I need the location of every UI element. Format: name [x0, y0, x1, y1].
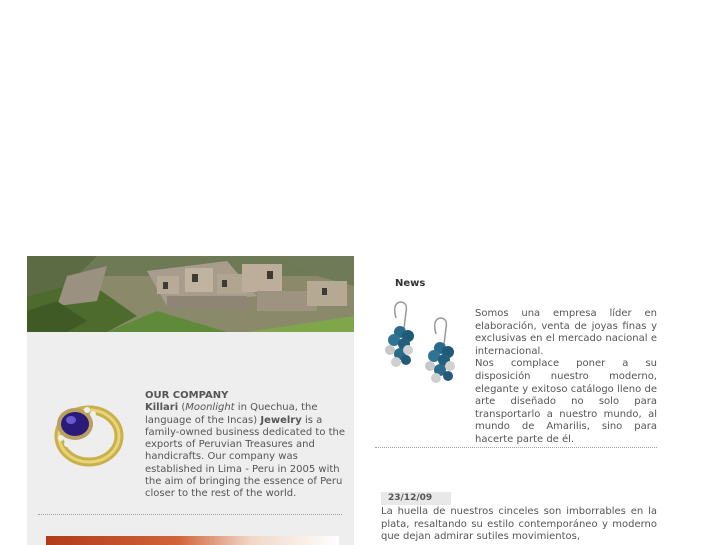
news-paragraph-2: Nos complace poner a su disposición nuestro moderno, elegante y exitoso catálogo lleno de arte diseñado no solo para transportarlo a nuestro mundo, al mundo de Amarilis, sino para hacerte parte de él. — [475, 358, 657, 445]
article-text: La huella de nuestros cinceles son imborrables en la plata, resaltando su estilo contemporáneo y moderno que dejan admirar sutiles movimientos, — [381, 506, 657, 543]
ring-image — [41, 394, 125, 472]
company-meaning: Moonlight — [185, 402, 235, 414]
company-brand: Killari — [145, 402, 179, 414]
company-heading: OUR COMPANY — [145, 390, 229, 401]
company-sentence-b: is a family-owned business dedicated to the exports of Peruvian Treasures and handicrafts. Our company was established in Lima - Peru in 2005 with the aim of bringing the essence of Peru closer to the rest of the world. — [145, 414, 346, 500]
company-description — [145, 390, 353, 501]
news-paragraph-1: Somos una empresa líder en elaboración, venta de joyas finas y exclusivas en el mercado nacional e internacional. — [475, 308, 657, 357]
company-jewelry: Jewelry — [260, 414, 302, 426]
news-title: News — [395, 278, 426, 289]
news-body — [475, 308, 657, 447]
right-divider — [375, 447, 657, 448]
ruins-banner-image — [27, 256, 354, 332]
company-sentence-a: in Quechua, the language of the Incas) — [145, 402, 318, 426]
bottom-photo-image — [46, 536, 339, 545]
left-divider — [38, 514, 342, 515]
earrings-image — [378, 298, 466, 390]
article-date-badge: 23/12/09 — [381, 492, 451, 505]
company-open-paren: ( — [178, 402, 186, 414]
company-panel — [27, 256, 354, 545]
